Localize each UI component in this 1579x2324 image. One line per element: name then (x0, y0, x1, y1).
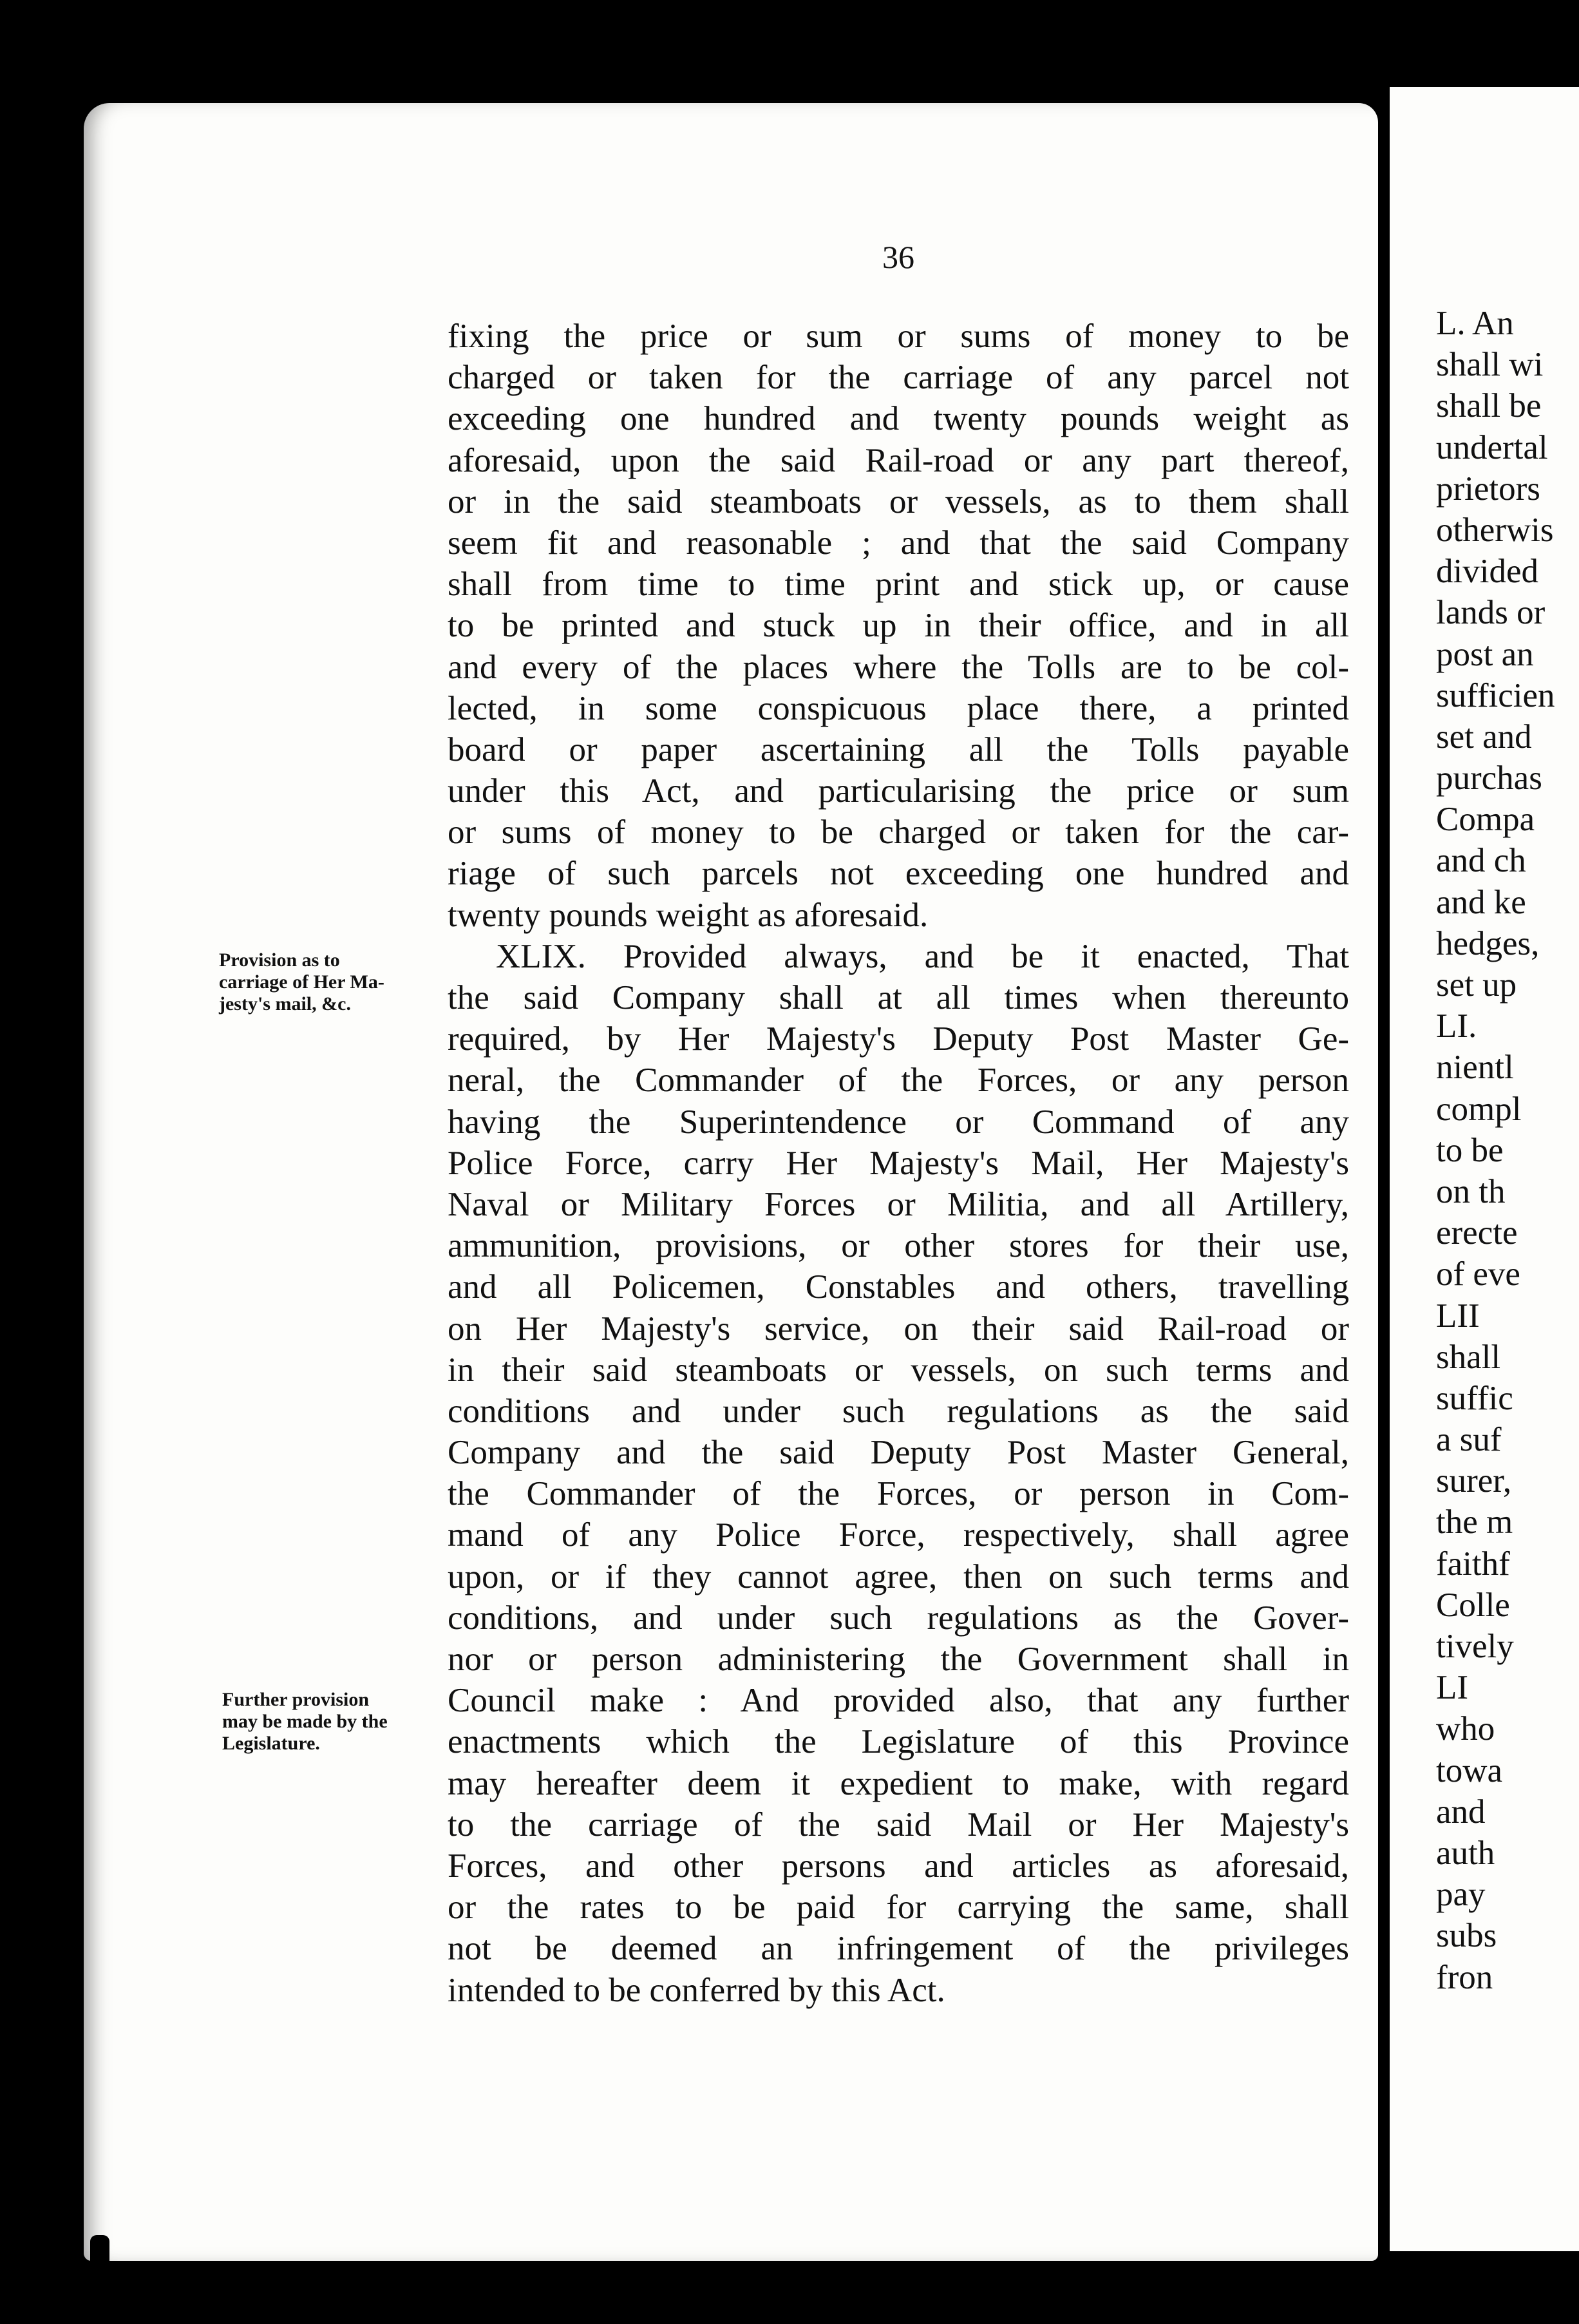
facing-line: erecte (1436, 1214, 1518, 1252)
facing-line: who (1436, 1710, 1495, 1748)
facing-line: auth (1436, 1834, 1495, 1872)
body-line: enactments which the Legislature of this Province (448, 1723, 1349, 1761)
body-line: on Her Majesty's service, on their said Rail-road or (448, 1310, 1349, 1348)
body-line: aforesaid, upon the said Rail-road or any part thereof, (448, 441, 1349, 479)
body-line: twenty pounds weight as aforesaid. (448, 896, 929, 934)
body-line: Council make : And provided also, that any further (448, 1682, 1349, 1720)
body-line: and all Policemen, Constables and others, travelling (448, 1268, 1349, 1306)
facing-line: shall wi (1436, 346, 1544, 384)
facing-line: towa (1436, 1751, 1503, 1789)
facing-line: and ch (1436, 842, 1526, 880)
facing-line: on th (1436, 1172, 1506, 1210)
body-line: board or paper ascertaining all the Tolls payable (448, 730, 1349, 768)
body-line: lected, in some conspicuous place there, a printed (448, 689, 1349, 727)
body-line: conditions, and under such regulations as the Gover- (448, 1599, 1349, 1637)
facing-line: LI (1436, 1669, 1469, 1707)
body-line: upon, or if they cannot agree, then on such terms and (448, 1557, 1349, 1595)
body-line: Forces, and other persons and articles as aforesaid, (448, 1847, 1349, 1885)
body-line: shall from time to time print and stick up, or cause (448, 566, 1349, 604)
body-line: intended to be conferred by this Act. (448, 1971, 945, 2009)
body-line: not be deemed an infringement of the privileges (448, 1930, 1349, 1968)
facing-line: Colle (1436, 1586, 1510, 1624)
book-gutter (1378, 90, 1390, 2267)
facing-line: post an (1436, 635, 1534, 673)
sidenote-line: carriage of Her Ma- (219, 971, 384, 993)
body-text (448, 316, 1349, 2011)
facing-line: nientl (1436, 1049, 1514, 1087)
body-line: or the rates to be paid for carrying the same, shall (448, 1889, 1349, 1927)
body-line: the Commander of the Forces, or person in Com- (448, 1475, 1349, 1513)
facing-line: purchas (1436, 759, 1542, 797)
facing-line: set and (1436, 718, 1532, 756)
facing-line: LI. (1436, 1007, 1477, 1045)
body-line: seem fit and reasonable ; and that the said Company (448, 524, 1349, 562)
facing-line: suffic (1436, 1379, 1513, 1417)
facing-line: lands or (1436, 594, 1546, 632)
body-line: conditions and under such regulations as the said (448, 1392, 1349, 1430)
sidenote-line: Legislature. (222, 1733, 320, 1754)
body-line: fixing the price or sum or sums of money to be (448, 318, 1349, 355)
facing-line: the m (1436, 1503, 1513, 1541)
body-line: nor or person administering the Government shall in (448, 1641, 1349, 1678)
facing-line: L. An (1436, 305, 1514, 342)
facing-line: hedges, (1436, 924, 1540, 962)
facing-line: set up (1436, 966, 1517, 1004)
sidenote-line: Further provision (222, 1689, 370, 1710)
body-line: or sums of money to be charged or taken for the car- (448, 814, 1349, 852)
facing-page-text (1436, 303, 1555, 1998)
body-line: Naval or Military Forces or Militia, and all Artillery, (448, 1185, 1349, 1223)
body-line: may hereafter deem it expedient to make, with regard (448, 1764, 1349, 1802)
body-line: or in the said steamboats or vessels, as to them shall (448, 482, 1349, 520)
facing-line: shall be (1436, 387, 1542, 425)
body-line: required, by Her Majesty's Deputy Post Master Ge- (448, 1020, 1349, 1058)
facing-line: divided (1436, 553, 1538, 591)
sidenote-legislature (222, 1689, 388, 1755)
facing-line: surer, (1436, 1462, 1512, 1500)
facing-line: and ke (1436, 883, 1526, 921)
facing-line: of eve (1436, 1255, 1520, 1293)
body-line: Police Force, carry Her Majesty's Mail, Her Majesty's (448, 1144, 1349, 1182)
body-line: in their said steamboats or vessels, on such terms and (448, 1351, 1349, 1389)
facing-line: prietors (1436, 470, 1540, 508)
facing-line: tively (1436, 1628, 1514, 1665)
facing-line: LII (1436, 1297, 1480, 1335)
facing-line: a suf (1436, 1421, 1502, 1459)
body-line: riage of such parcels not exceeding one hundred and (448, 855, 1349, 893)
page-number: 36 (882, 239, 914, 275)
body-line: neral, the Commander of the Forces, or any person (448, 1062, 1349, 1100)
facing-line: pay (1436, 1876, 1486, 1914)
sidenote-line: Provision as to (219, 949, 340, 971)
body-line: having the Superintendence or Command of any (448, 1103, 1349, 1141)
sidenote-mail (219, 949, 384, 1015)
body-line: to the carriage of the said Mail or Her Majesty's (448, 1805, 1349, 1843)
body-line: charged or taken for the carriage of any parcel not (448, 359, 1349, 397)
facing-line: subs (1436, 1917, 1497, 1955)
section-heading-line: XLIX. Provided always, and be it enacted, That (496, 937, 1349, 975)
body-line: mand of any Police Force, respectively, shall agree (448, 1516, 1349, 1554)
body-line: ammunition, provisions, or other stores for their use, (448, 1227, 1349, 1265)
body-line: the said Company shall at all times when thereunto (448, 979, 1349, 1016)
scan-edge-blot (90, 2235, 109, 2274)
facing-line: Compa (1436, 801, 1535, 839)
body-line: and every of the places where the Tolls are to be col- (448, 648, 1349, 686)
body-line: exceeding one hundred and twenty pounds weight as (448, 400, 1349, 438)
sidenote-line: jesty's mail, &c. (219, 993, 351, 1014)
facing-line: sufficien (1436, 676, 1555, 714)
body-line: Company and the said Deputy Post Master General, (448, 1434, 1349, 1472)
facing-line: faithf (1436, 1545, 1510, 1583)
facing-line: shall (1436, 1338, 1501, 1376)
body-line: under this Act, and particularising the price or sum (448, 772, 1349, 810)
facing-line: undertal (1436, 428, 1548, 466)
facing-line: otherwis (1436, 511, 1554, 549)
facing-line: and (1436, 1793, 1486, 1831)
facing-line: to be (1436, 1131, 1504, 1169)
sidenote-line: may be made by the (222, 1711, 388, 1732)
facing-line: compl (1436, 1090, 1522, 1128)
facing-line: fron (1436, 1958, 1493, 1996)
body-line: to be printed and stuck up in their office, and in all (448, 607, 1349, 645)
